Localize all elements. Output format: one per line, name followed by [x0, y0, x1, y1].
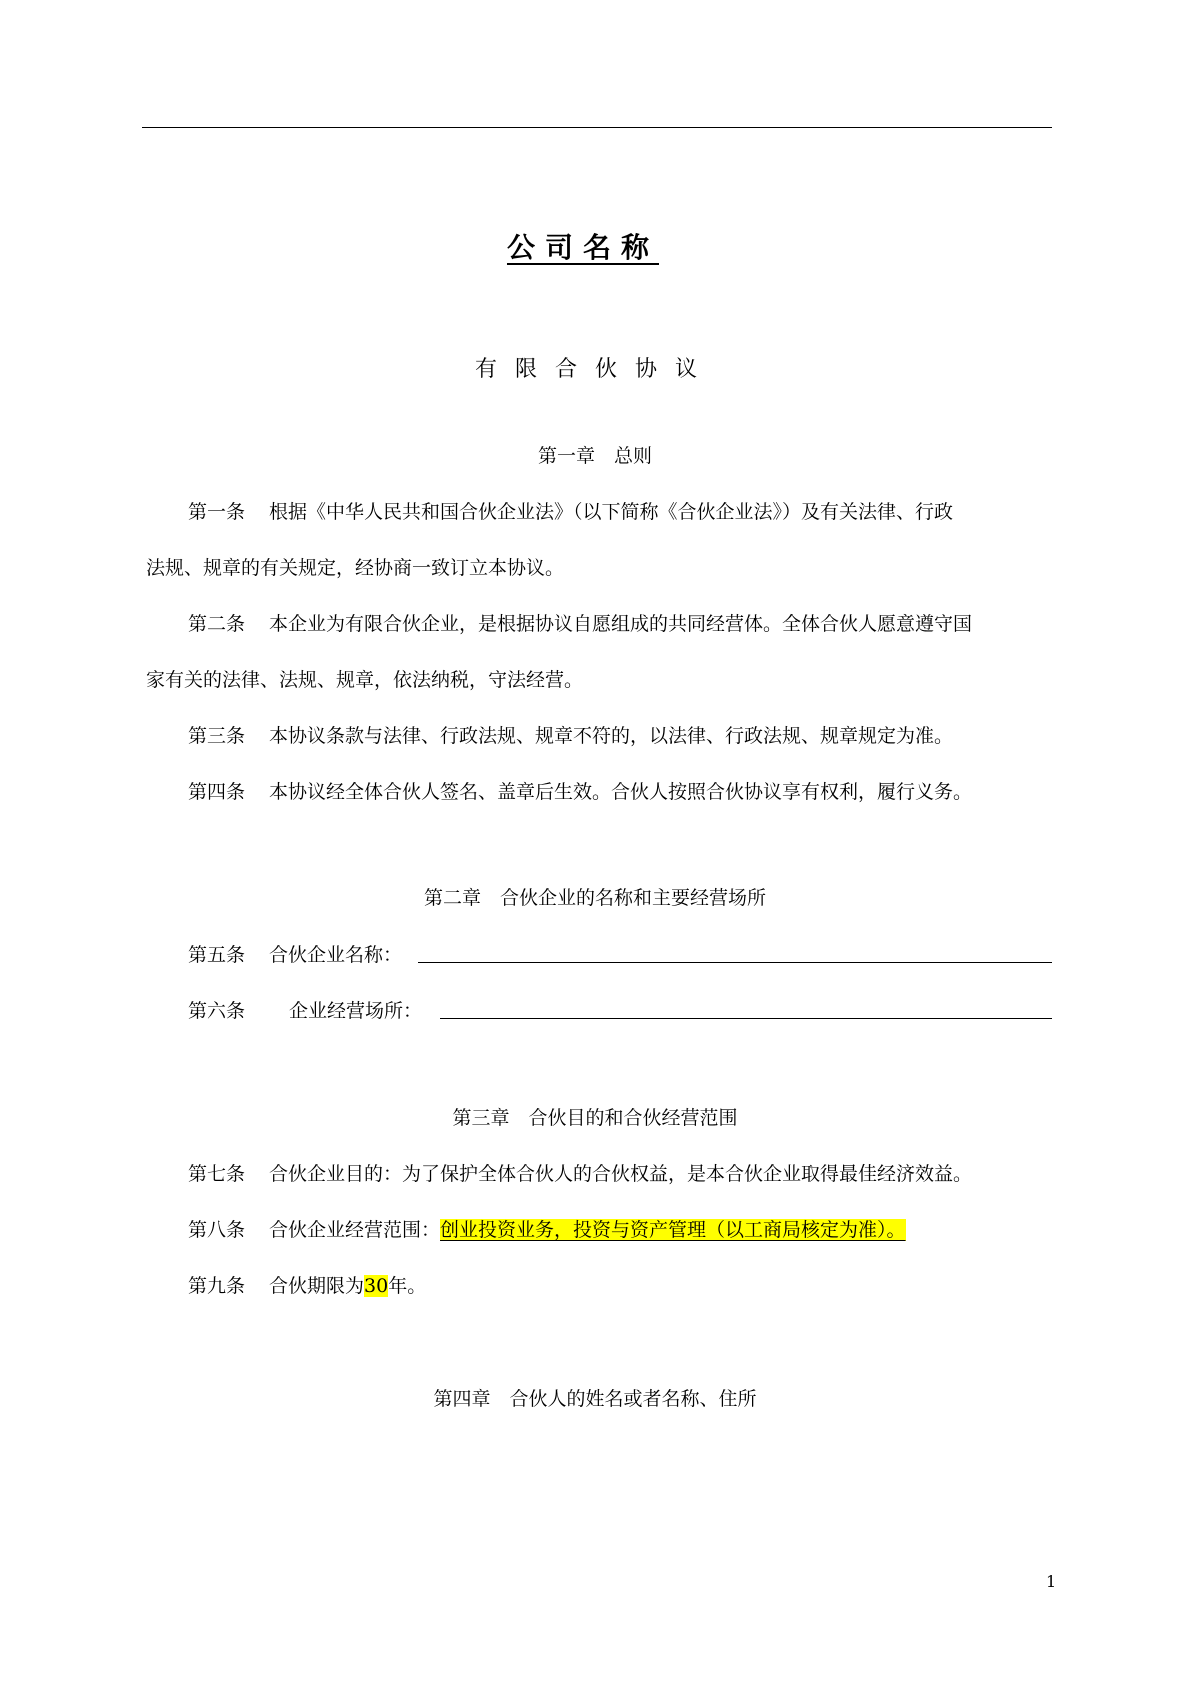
partnership-term-years-highlighted: 30: [364, 1275, 389, 1297]
company-name-text: 公司名称: [506, 231, 659, 264]
article-7-text: 合伙企业目的：为了保护全体合伙人的合伙权益，是本合伙企业取得最佳经济效益。: [269, 1163, 973, 1185]
article-8-label: 第八条: [188, 1219, 246, 1241]
article-8-field-label: 合伙企业经营范围：: [269, 1219, 441, 1241]
company-name-blank-line[interactable]: [418, 962, 1052, 963]
company-name: [0, 226, 1190, 266]
header-rule: [142, 127, 1052, 128]
article-2-label: 第二条: [188, 613, 246, 635]
article-2-text-line1: 本企业为有限合伙企业，是根据协议自愿组成的共同经营体。全体合伙人愿意遵守国: [269, 613, 973, 635]
article-6-field-label: 企业经营场所：: [289, 1000, 423, 1022]
chapter-3-heading: 第三章 合伙目的和合伙经营范围: [452, 1107, 738, 1129]
article-4: [188, 777, 972, 804]
article-3-text: 本协议条款与法律、行政法规、规章不符的，以法律、行政法规、规章规定为准。: [269, 725, 954, 747]
article-9-label: 第九条: [188, 1275, 246, 1297]
article-2-text-line2: 家有关的法律、法规、规章，依法纳税，守法经营。: [146, 669, 584, 691]
article-8: [188, 1215, 906, 1242]
chapter-2-heading: 第二章 合伙企业的名称和主要经营场所: [423, 887, 766, 909]
article-9-prefix: 合伙期限为: [269, 1275, 365, 1297]
article-2: [188, 609, 972, 636]
article-9: [188, 1271, 426, 1298]
article-7-label: 第七条: [188, 1163, 246, 1185]
chapter-1-heading: 第一章 总则: [537, 445, 652, 467]
article-6-label: 第六条: [188, 1000, 246, 1022]
article-6: [188, 996, 422, 1023]
article-7: [188, 1159, 972, 1186]
business-address-blank-line[interactable]: [440, 1018, 1052, 1019]
page-number: 1: [1046, 1572, 1057, 1591]
chapter-4-heading: 第四章 合伙人的姓名或者名称、住所: [433, 1388, 757, 1410]
article-3: [188, 721, 953, 748]
article-1-label: 第一条: [188, 501, 246, 523]
article-1-text-line2: 法规、规章的有关规定，经协商一致订立本协议。: [146, 557, 565, 579]
article-5-field-label: 合伙企业名称：: [269, 944, 403, 966]
article-4-text: 本协议经全体合伙人签名、盖章后生效。合伙人按照合伙协议享有权利，履行义务。: [269, 781, 973, 803]
article-5: [188, 940, 402, 967]
article-3-label: 第三条: [188, 725, 246, 747]
article-5-label: 第五条: [188, 944, 246, 966]
article-1: [188, 497, 953, 524]
business-scope-highlighted: 创业投资业务，投资与资产管理（以工商局核定为准）。: [440, 1219, 906, 1241]
article-9-suffix: 年。: [388, 1275, 427, 1297]
article-1-text-line1: 根据《中华人民共和国合伙企业法》（以下简称《合伙企业法》）及有关法律、行政: [269, 501, 954, 523]
article-4-label: 第四条: [188, 781, 246, 803]
document-title: 有限合伙协议: [474, 357, 715, 382]
